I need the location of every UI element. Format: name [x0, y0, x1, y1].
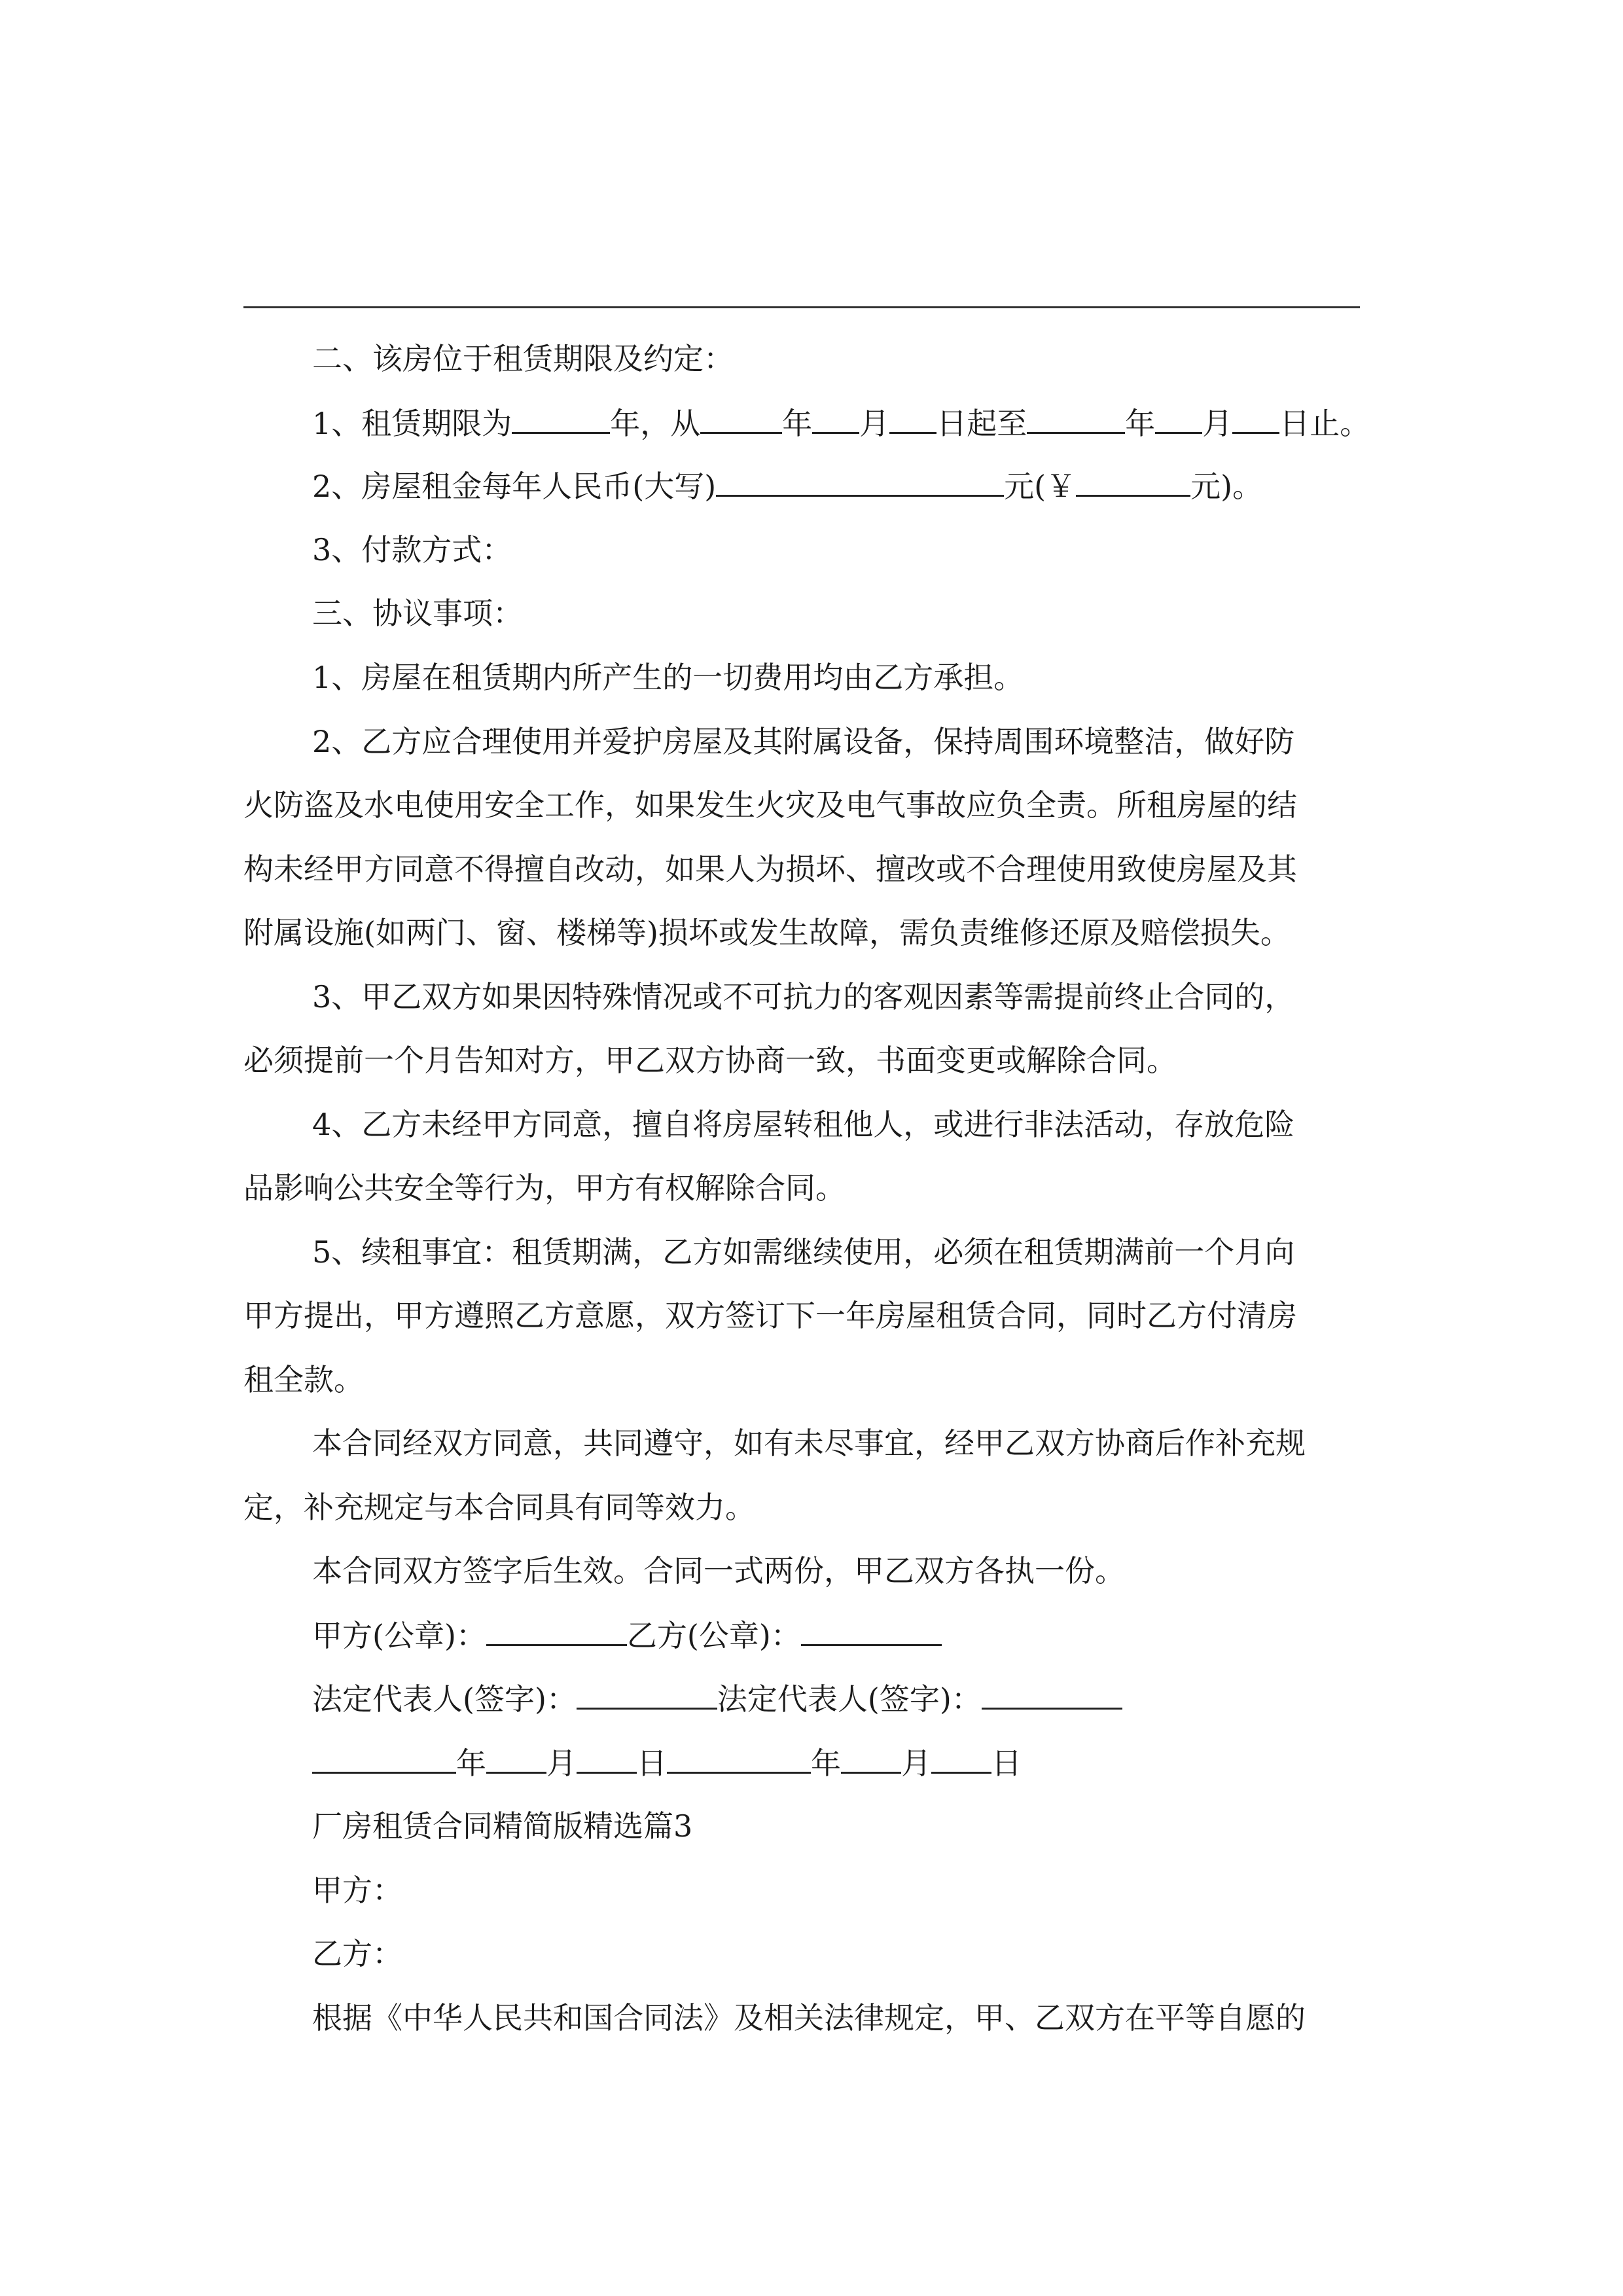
lease-term-line: 1、租赁期限为 年，从 年 月 日起至 年 月 日止。: [312, 403, 1370, 443]
party-a-month-blank[interactable]: [486, 1743, 546, 1774]
item3-line: 3、甲乙双方如果因特殊情况或不可抗力的客观因素等需提前终止合同的，: [312, 979, 1295, 1014]
start-month-blank[interactable]: [812, 403, 859, 434]
payment-method: 3、付款方式：: [312, 532, 512, 567]
start-day-blank[interactable]: [889, 403, 936, 434]
party-a-year-blank[interactable]: [312, 1743, 456, 1774]
seal-line: 甲方(公章)： 乙方(公章)：: [312, 1615, 942, 1655]
item5-line: 5、续租事宜：租赁期满，乙方如需继续使用，必须在租赁期满前一个月向: [312, 1234, 1295, 1270]
rent-figure-blank[interactable]: [1076, 466, 1190, 497]
effective-clause: 本合同双方签字后生效。合同一式两份，甲乙双方各执一份。: [312, 1553, 1125, 1588]
supplement-line: 定，补充规定与本合同具有同等效力。: [243, 1490, 755, 1525]
party-b-year-blank[interactable]: [667, 1743, 811, 1774]
party-a-label: 甲方：: [312, 1873, 402, 1908]
item3-line: 必须提前一个月告知对方，甲乙双方协商一致，书面变更或解除合同。: [243, 1043, 1177, 1078]
item5-line: 租全款。: [243, 1362, 364, 1397]
party-a-rep-blank[interactable]: [577, 1679, 717, 1710]
party-a-seal-blank[interactable]: [486, 1615, 627, 1646]
item2-line: 2、乙方应合理使用并爱护房屋及其附属设备，保持周围环境整洁，做好防: [312, 724, 1295, 759]
representative-line: 法定代表人(签字)： 法定代表人(签字)：: [312, 1679, 1122, 1719]
rent-line: 2、房屋租金每年人民币(大写) 元(￥ 元)。: [312, 466, 1262, 506]
party-b-rep-blank[interactable]: [982, 1679, 1122, 1710]
section2-heading: 二、该房位于租赁期限及约定：: [312, 341, 734, 376]
end-day-blank[interactable]: [1232, 403, 1279, 434]
start-year-blank[interactable]: [700, 403, 782, 434]
party-b-label: 乙方：: [312, 1936, 402, 1971]
intro-line: 根据《中华人民共和国合同法》及相关法律规定，甲、乙双方在平等自愿的: [312, 2000, 1306, 2036]
item2-line: 构未经甲方同意不得擅自改动，如果人为损坏、擅改或不合理使用致使房屋及其: [243, 852, 1297, 887]
date-line: 年 月 日 年 月 日: [312, 1743, 1022, 1783]
party-a-day-blank[interactable]: [577, 1743, 637, 1774]
party-b-seal-blank[interactable]: [801, 1615, 942, 1646]
party-b-month-blank[interactable]: [841, 1743, 901, 1774]
item5-line: 甲方提出，甲方遵照乙方意愿，双方签订下一年房屋租赁合同，同时乙方付清房: [243, 1298, 1297, 1333]
supplement-line: 本合同经双方同意，共同遵守，如有未尽事宜，经甲乙双方协商后作补充规: [312, 1426, 1306, 1461]
header-divider: [243, 306, 1360, 308]
item1: 1、房屋在租赁期内所产生的一切费用均由乙方承担。: [312, 660, 1024, 695]
next-contract-title: 厂房租赁合同精简版精选篇3: [312, 1808, 693, 1844]
years-blank[interactable]: [512, 403, 610, 434]
rent-words-blank[interactable]: [716, 466, 1004, 497]
item2-line: 附属设施(如两门、窗、楼梯等)损坏或发生故障，需负责维修还原及赔偿损失。: [243, 915, 1291, 950]
section3-heading: 三、协议事项：: [312, 596, 523, 631]
item4-line: 品影响公共安全等行为，甲方有权解除合同。: [243, 1170, 846, 1206]
end-month-blank[interactable]: [1155, 403, 1202, 434]
item4-line: 4、乙方未经甲方同意，擅自将房屋转租他人，或进行非法活动，存放危险: [312, 1107, 1295, 1142]
end-year-blank[interactable]: [1027, 403, 1125, 434]
party-b-day-blank[interactable]: [931, 1743, 991, 1774]
item2-line: 火防盗及水电使用安全工作，如果发生火灾及电气事故应负全责。所租房屋的结: [243, 787, 1297, 823]
